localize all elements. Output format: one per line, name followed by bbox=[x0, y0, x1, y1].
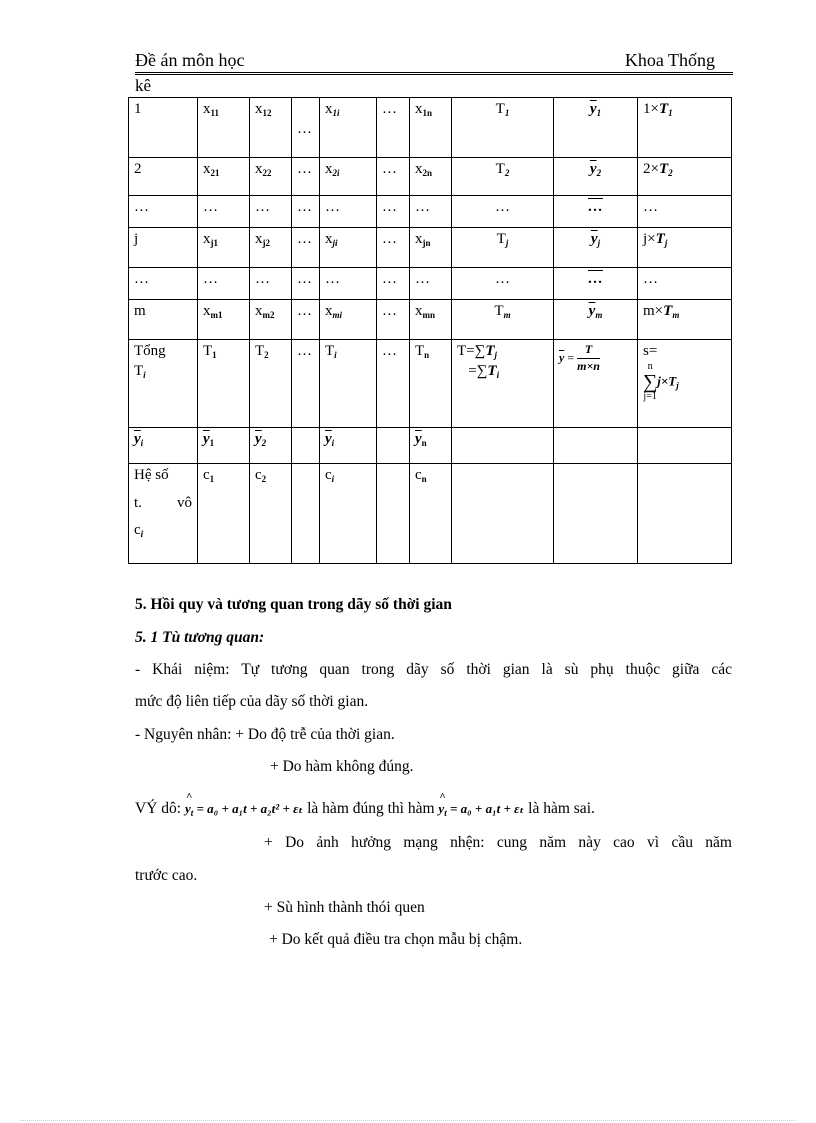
header-course-title: Đề án môn học bbox=[135, 50, 245, 70]
cell-ybar-n: $\overline{y}_n$ bbox=[410, 428, 452, 464]
cell-empty bbox=[452, 428, 554, 464]
cell-total-i: $T_i$ bbox=[320, 340, 377, 428]
cell-xn: $x_{2n}$ bbox=[410, 158, 452, 196]
cell-coef-n: $c_n$ bbox=[410, 464, 452, 564]
cell-x2: $x_{j2}$ bbox=[250, 228, 292, 268]
cell-row-mean: … bbox=[554, 268, 638, 300]
equation-correct: ^ $y_t = a_0 + a_1t + a_2t^2 + \varepsilon_t$ bbox=[185, 801, 303, 816]
cell-dots: … bbox=[292, 196, 320, 228]
paragraph-cause-2: + Do hàm không đúng. bbox=[270, 758, 414, 775]
cell-coef-2: $c_2$ bbox=[250, 464, 292, 564]
cell-ybar-i: $\overline{y}_i$ bbox=[320, 428, 377, 464]
cell-coef-1: $c_1$ bbox=[198, 464, 250, 564]
cell-xi: $x_{mi}$ bbox=[320, 300, 377, 340]
cell-x1: $x_{11}$ bbox=[198, 98, 250, 158]
cell-xn: $x_{1n}$ bbox=[410, 98, 452, 158]
cell-xi: $x_{ji}$ bbox=[320, 228, 377, 268]
row-label: m bbox=[129, 300, 198, 340]
cell-dots: … bbox=[292, 268, 320, 300]
table-row bbox=[129, 196, 732, 228]
cell-dots: … bbox=[292, 300, 320, 340]
cell-xn: $x_{mn}$ bbox=[410, 300, 452, 340]
cell-x1: $x_{j1}$ bbox=[198, 228, 250, 268]
table-row bbox=[129, 268, 732, 300]
cell-empty bbox=[638, 428, 732, 464]
cell-dots: … bbox=[292, 340, 320, 428]
cell-row-mean: $\overline{y}_1$ bbox=[554, 98, 638, 158]
cell-x2: $x_{m2}$ bbox=[250, 300, 292, 340]
cell-dots: … bbox=[292, 98, 320, 158]
cell-dots: … bbox=[377, 196, 410, 228]
header-department: Khoa Thống bbox=[624, 50, 715, 70]
cell-row-total: $T_2$ bbox=[452, 158, 554, 196]
cell-x1: … bbox=[198, 196, 250, 228]
cell-xi: $x_{2i}$ bbox=[320, 158, 377, 196]
cell-row-total: $T_j$ bbox=[452, 228, 554, 268]
cell-dots: … bbox=[292, 158, 320, 196]
equation-wrong: ^ $y_t = a_0 + a_1t + \varepsilon_t$ bbox=[438, 801, 524, 816]
cell-x1: … bbox=[198, 268, 250, 300]
cell-x2: $x_{22}$ bbox=[250, 158, 292, 196]
page-header bbox=[135, 50, 733, 75]
cell-row-total: … bbox=[452, 268, 554, 300]
row-label-ybar: $\overline{y}_i$ bbox=[129, 428, 198, 464]
row-label-total: Tổng $T_i$ bbox=[129, 340, 198, 428]
paragraph-cause: - Nguyên nhân: + Do độ trễ của thời gian. bbox=[135, 726, 395, 743]
cell-row-product: $m\times T_m$ bbox=[638, 300, 732, 340]
cell-dots: … bbox=[377, 340, 410, 428]
table-row bbox=[129, 158, 732, 196]
cell-x2: … bbox=[250, 268, 292, 300]
section-subheading: 5. 1 Tù tương quan: bbox=[135, 629, 265, 646]
section-heading: 5. Hồi quy và tương quan trong dãy số thời gian bbox=[135, 596, 452, 613]
paragraph-habit: + Sù hình thành thói quen bbox=[264, 899, 425, 916]
row-label-coef: Hệ số t. vô $c_i$ bbox=[129, 464, 198, 564]
table-row bbox=[129, 300, 732, 340]
header-continuation: kê bbox=[135, 76, 152, 95]
paragraph-cobweb-line1: + Do ảnh hưởng mạng nhện: cung năm này cao vì cầu năm bbox=[264, 834, 732, 851]
cell-row-product: $1\times T_1$ bbox=[638, 98, 732, 158]
cell-empty bbox=[377, 428, 410, 464]
cell-empty bbox=[292, 428, 320, 464]
row-label: … bbox=[129, 268, 198, 300]
cell-empty bbox=[554, 428, 638, 464]
table-row bbox=[129, 228, 732, 268]
cell-total-2: $T_2$ bbox=[250, 340, 292, 428]
cell-s-formula: s= n ∑ $j=1j\times T_j$ bbox=[638, 340, 732, 428]
cell-empty bbox=[292, 464, 320, 564]
cell-row-mean: $\overline{y}_2$ bbox=[554, 158, 638, 196]
cell-row-product: $2\times T_2$ bbox=[638, 158, 732, 196]
cell-xn: $x_{jn}$ bbox=[410, 228, 452, 268]
cell-xi: $x_{1i}$ bbox=[320, 98, 377, 158]
data-table bbox=[128, 97, 732, 564]
page-bottom-border bbox=[20, 1120, 796, 1121]
paragraph-example: VÝ dô: ^ $y_t = a_0 + a_1t + a_2t^2 + \varepsilon_t$ là hàm đúng thì hàm ^ $y_t = a_0 + a_1t + \varepsilon_t$ là hàm sai. bbox=[135, 800, 732, 818]
cell-empty bbox=[554, 464, 638, 564]
cell-empty bbox=[452, 464, 554, 564]
cell-row-total: … bbox=[452, 196, 554, 228]
cell-x1: $x_{m1}$ bbox=[198, 300, 250, 340]
cell-total-n: $T_n$ bbox=[410, 340, 452, 428]
cell-x2: … bbox=[250, 196, 292, 228]
cell-coef-i: $c_i$ bbox=[320, 464, 377, 564]
cell-grand-total: $T=\sum T_j$ $=\sum T_i$ bbox=[452, 340, 554, 428]
cell-dots: … bbox=[377, 228, 410, 268]
cell-row-mean: … bbox=[554, 196, 638, 228]
paragraph-survey: + Do kết quả điều tra chọn mẫu bị chậm. bbox=[269, 931, 523, 948]
cell-xn: … bbox=[410, 268, 452, 300]
cell-row-product: $j\times T_j$ bbox=[638, 228, 732, 268]
paragraph-cobweb-line2: trước cao. bbox=[135, 867, 198, 884]
cell-row-product: … bbox=[638, 196, 732, 228]
row-label: 1 bbox=[129, 98, 198, 158]
cell-empty bbox=[377, 464, 410, 564]
cell-row-mean: $\overline{y}_j$ bbox=[554, 228, 638, 268]
cell-dots: … bbox=[377, 98, 410, 158]
cell-dots: … bbox=[377, 300, 410, 340]
cell-row-total: $T_m$ bbox=[452, 300, 554, 340]
cell-row-total: $T_1$ bbox=[452, 98, 554, 158]
row-label: … bbox=[129, 196, 198, 228]
table-row-coefficients bbox=[129, 464, 732, 564]
paragraph-definition-line2: mức độ liên tiếp của dãy số thời gian. bbox=[135, 693, 369, 710]
cell-ybar-2: $\overline{y}_2$ bbox=[250, 428, 292, 464]
table-row bbox=[129, 98, 732, 158]
cell-x1: $x_{21}$ bbox=[198, 158, 250, 196]
table-row-column-means bbox=[129, 428, 732, 464]
cell-total-1: $T_1$ bbox=[198, 340, 250, 428]
paragraph-definition-line1: - Khái niệm: Tự tương quan trong dãy số thời gian là sù phụ thuộc giữa các bbox=[135, 661, 732, 678]
cell-ybar-1: $\overline{y}_1$ bbox=[198, 428, 250, 464]
cell-xi: … bbox=[320, 196, 377, 228]
row-label: j bbox=[129, 228, 198, 268]
cell-row-product: … bbox=[638, 268, 732, 300]
cell-empty bbox=[638, 464, 732, 564]
cell-xn: … bbox=[410, 196, 452, 228]
row-label: 2 bbox=[129, 158, 198, 196]
cell-xi: … bbox=[320, 268, 377, 300]
cell-row-mean: $\overline{y}_m$ bbox=[554, 300, 638, 340]
cell-x2: $x_{12}$ bbox=[250, 98, 292, 158]
cell-grand-mean: $\overline{y}$ = $\frac{T}{m\times n}$ bbox=[554, 340, 638, 428]
cell-dots: … bbox=[377, 268, 410, 300]
cell-dots: … bbox=[292, 228, 320, 268]
table-row-total bbox=[129, 340, 732, 428]
cell-dots: … bbox=[377, 158, 410, 196]
